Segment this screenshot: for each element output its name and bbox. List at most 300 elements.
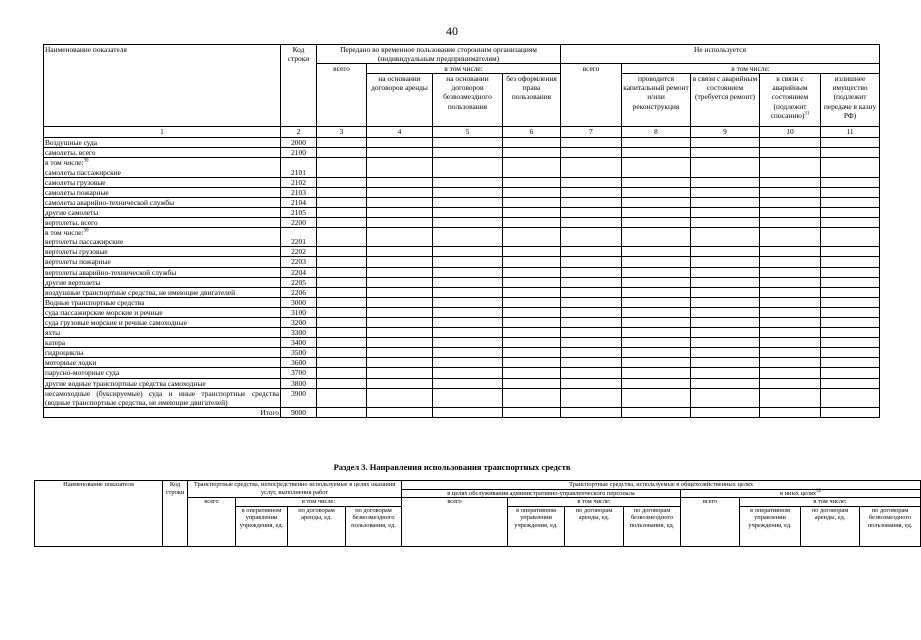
- value-cell[interactable]: [503, 388, 561, 407]
- value-cell[interactable]: [821, 348, 880, 358]
- row-name: парусно-моторные суда: [44, 368, 281, 378]
- s3-header-code: Код строки: [163, 481, 188, 547]
- value-cell[interactable]: [821, 187, 880, 197]
- value-cell[interactable]: [561, 307, 622, 317]
- value-cell[interactable]: [367, 197, 433, 207]
- value-cell[interactable]: [503, 177, 561, 187]
- value-cell[interactable]: [433, 187, 503, 197]
- value-cell[interactable]: [760, 138, 821, 148]
- row-code: 3000: [281, 297, 317, 307]
- header-lease: на основании договоров аренды: [367, 74, 433, 127]
- value-cell[interactable]: [503, 207, 561, 217]
- value-cell[interactable]: [760, 148, 821, 158]
- value-cell[interactable]: [317, 138, 367, 148]
- row-name: самолеты аварийно-технической службы: [44, 197, 281, 207]
- value-cell[interactable]: [760, 257, 821, 267]
- value-cell[interactable]: [317, 328, 367, 338]
- value-cell[interactable]: [503, 317, 561, 327]
- value-cell[interactable]: [367, 317, 433, 327]
- value-cell[interactable]: [622, 148, 691, 158]
- value-cell[interactable]: [561, 348, 622, 358]
- value-cell[interactable]: [691, 368, 760, 378]
- value-cell[interactable]: [760, 187, 821, 197]
- table-row: [44, 407, 880, 417]
- value-cell[interactable]: [367, 158, 433, 177]
- value-cell[interactable]: [317, 218, 367, 228]
- value-cell[interactable]: [367, 277, 433, 287]
- value-cell[interactable]: [760, 348, 821, 358]
- value-cell[interactable]: [503, 407, 561, 417]
- row-name: Итого: [44, 407, 281, 417]
- row-code: 3500: [281, 348, 317, 358]
- value-cell[interactable]: [503, 348, 561, 358]
- value-cell[interactable]: [503, 158, 561, 177]
- value-cell[interactable]: [503, 148, 561, 158]
- value-cell[interactable]: [821, 257, 880, 267]
- value-cell[interactable]: [821, 197, 880, 207]
- value-cell[interactable]: [433, 317, 503, 327]
- value-cell[interactable]: [561, 378, 622, 388]
- value-cell[interactable]: [760, 218, 821, 228]
- value-cell[interactable]: [622, 197, 691, 207]
- value-cell[interactable]: [433, 378, 503, 388]
- value-cell[interactable]: [561, 297, 622, 307]
- row-code: 3100: [281, 307, 317, 317]
- value-cell[interactable]: [821, 138, 880, 148]
- value-cell[interactable]: [622, 257, 691, 267]
- value-cell[interactable]: [760, 358, 821, 368]
- row-code: 2202: [281, 247, 317, 257]
- header-including-transferred: в том числе:: [367, 64, 561, 74]
- value-cell[interactable]: [622, 378, 691, 388]
- value-cell[interactable]: [367, 177, 433, 187]
- value-cell[interactable]: [503, 267, 561, 277]
- value-cell[interactable]: [760, 158, 821, 177]
- value-cell[interactable]: [691, 247, 760, 257]
- value-cell[interactable]: [503, 307, 561, 317]
- value-cell[interactable]: [561, 277, 622, 287]
- value-cell[interactable]: [503, 138, 561, 148]
- table-row: [44, 138, 880, 148]
- value-cell[interactable]: [433, 218, 503, 228]
- value-cell[interactable]: [821, 287, 880, 297]
- value-cell[interactable]: [821, 247, 880, 257]
- row-code: 2103: [281, 187, 317, 197]
- row-name: воздушные транспортные средства, не имеющие двигателей: [44, 287, 281, 297]
- value-cell[interactable]: [317, 257, 367, 267]
- row-name: катера: [44, 338, 281, 348]
- value-cell[interactable]: [561, 388, 622, 407]
- row-name: самолеты, всего: [44, 148, 281, 158]
- value-cell[interactable]: [760, 307, 821, 317]
- value-cell[interactable]: [367, 328, 433, 338]
- value-cell[interactable]: [622, 247, 691, 257]
- value-cell[interactable]: [433, 197, 503, 207]
- value-cell[interactable]: [691, 158, 760, 177]
- value-cell[interactable]: [317, 368, 367, 378]
- value-cell[interactable]: [561, 358, 622, 368]
- value-cell[interactable]: [433, 257, 503, 267]
- value-cell[interactable]: [561, 328, 622, 338]
- value-cell[interactable]: [760, 207, 821, 217]
- value-cell[interactable]: [317, 297, 367, 307]
- value-cell[interactable]: [367, 407, 433, 417]
- value-cell[interactable]: [622, 338, 691, 348]
- row-code: 2205: [281, 277, 317, 287]
- value-cell[interactable]: [691, 378, 760, 388]
- value-cell[interactable]: [367, 257, 433, 267]
- value-cell[interactable]: [760, 388, 821, 407]
- value-cell[interactable]: [760, 297, 821, 307]
- header-transferred: Передано во временное пользование сторонним организациям (индивидуальным предпринимателям): [317, 45, 561, 64]
- value-cell[interactable]: [561, 148, 622, 158]
- column-number: 9: [691, 127, 760, 138]
- value-cell[interactable]: [367, 348, 433, 358]
- value-cell[interactable]: [317, 358, 367, 368]
- value-cell[interactable]: [317, 378, 367, 388]
- value-cell[interactable]: [503, 297, 561, 307]
- vehicle-usage-table: [43, 44, 880, 418]
- value-cell[interactable]: [561, 218, 622, 228]
- value-cell[interactable]: [503, 287, 561, 297]
- value-cell[interactable]: [433, 368, 503, 378]
- value-cell[interactable]: [503, 218, 561, 228]
- value-cell[interactable]: [821, 358, 880, 368]
- value-cell[interactable]: [433, 148, 503, 158]
- table-row: [44, 348, 880, 358]
- value-cell[interactable]: [433, 287, 503, 297]
- value-cell[interactable]: [760, 177, 821, 187]
- value-cell[interactable]: [561, 187, 622, 197]
- value-cell[interactable]: [691, 267, 760, 277]
- s3-header-general-use: Транспортные средства, используемые в общехозяйственных целях: [402, 481, 921, 490]
- value-cell[interactable]: [367, 228, 433, 247]
- value-cell[interactable]: [821, 267, 880, 277]
- value-cell[interactable]: [821, 307, 880, 317]
- value-cell[interactable]: [367, 207, 433, 217]
- row-name: вертолеты аварийно-технической службы: [44, 267, 281, 277]
- s3-header-including-admin: в том числе:: [508, 498, 681, 507]
- row-name: Водные транспортные средства: [44, 297, 281, 307]
- value-cell[interactable]: [821, 177, 880, 187]
- value-cell[interactable]: [691, 177, 760, 187]
- s3-header-direct-use: Транспортные средства, непосредственно используемые в целях оказания услуг, выполнения работ: [188, 481, 402, 498]
- value-cell[interactable]: [622, 177, 691, 187]
- header-total-transferred: всего: [317, 64, 367, 127]
- value-cell[interactable]: [691, 187, 760, 197]
- value-cell[interactable]: [317, 348, 367, 358]
- value-cell[interactable]: [433, 158, 503, 177]
- value-cell[interactable]: [317, 228, 367, 247]
- column-number: 1: [44, 127, 281, 138]
- section3-title: Раздел 3. Направления использования транспортных средств: [333, 462, 571, 472]
- value-cell[interactable]: [622, 218, 691, 228]
- value-cell[interactable]: [433, 348, 503, 358]
- value-cell[interactable]: [433, 297, 503, 307]
- header-not-used: Не используется: [561, 45, 880, 64]
- value-cell[interactable]: [760, 277, 821, 287]
- table-row: [44, 307, 880, 317]
- value-cell[interactable]: [317, 317, 367, 327]
- value-cell[interactable]: [691, 348, 760, 358]
- value-cell[interactable]: [622, 277, 691, 287]
- value-cell[interactable]: [760, 317, 821, 327]
- value-cell[interactable]: [367, 218, 433, 228]
- value-cell[interactable]: [622, 287, 691, 297]
- value-cell[interactable]: [691, 328, 760, 338]
- header-code: Код строки: [281, 45, 317, 127]
- value-cell[interactable]: [622, 267, 691, 277]
- value-cell[interactable]: [760, 407, 821, 417]
- column-number: 10: [760, 127, 821, 138]
- value-cell[interactable]: [433, 328, 503, 338]
- value-cell[interactable]: [691, 228, 760, 247]
- header-total-not-used: всего: [561, 64, 622, 127]
- row-code: 2201: [281, 228, 317, 247]
- value-cell[interactable]: [691, 287, 760, 297]
- row-code: 3700: [281, 368, 317, 378]
- value-cell[interactable]: [317, 177, 367, 187]
- value-cell[interactable]: [691, 197, 760, 207]
- value-cell[interactable]: [503, 328, 561, 338]
- value-cell[interactable]: [367, 358, 433, 368]
- table-row: [44, 358, 880, 368]
- value-cell[interactable]: [691, 388, 760, 407]
- value-cell[interactable]: [433, 338, 503, 348]
- s3-header-name: Наименование показателя: [35, 481, 163, 547]
- value-cell[interactable]: [317, 287, 367, 297]
- value-cell[interactable]: [622, 388, 691, 407]
- value-cell[interactable]: [691, 148, 760, 158]
- value-cell[interactable]: [433, 267, 503, 277]
- value-cell[interactable]: [691, 138, 760, 148]
- value-cell[interactable]: [691, 257, 760, 267]
- value-cell[interactable]: [760, 328, 821, 338]
- s3-header-lease-other: по договорам аренды, ед.: [801, 506, 860, 546]
- s3-header-total-direct: всего: [188, 498, 236, 547]
- value-cell[interactable]: [821, 148, 880, 158]
- column-number: 3: [317, 127, 367, 138]
- row-code: 2105: [281, 207, 317, 217]
- table-row: [44, 218, 880, 228]
- row-code: 2102: [281, 177, 317, 187]
- value-cell[interactable]: [821, 207, 880, 217]
- row-code: 9000: [281, 407, 317, 417]
- value-cell[interactable]: [503, 378, 561, 388]
- value-cell[interactable]: [561, 247, 622, 257]
- value-cell[interactable]: [622, 228, 691, 247]
- value-cell[interactable]: [561, 267, 622, 277]
- value-cell[interactable]: [622, 328, 691, 338]
- s3-header-other-purposes: в иных целях$^{32}$: [681, 489, 921, 498]
- value-cell[interactable]: [367, 307, 433, 317]
- column-number: 11: [821, 127, 880, 138]
- value-cell[interactable]: [433, 207, 503, 217]
- value-cell[interactable]: [367, 247, 433, 257]
- value-cell[interactable]: [367, 388, 433, 407]
- s3-header-operative-admin: в оперативном управлении учреждения, ед.: [508, 506, 565, 546]
- value-cell[interactable]: [622, 358, 691, 368]
- row-name: гидроциклы: [44, 348, 281, 358]
- value-cell[interactable]: [691, 207, 760, 217]
- value-cell[interactable]: [433, 358, 503, 368]
- value-cell[interactable]: [367, 368, 433, 378]
- value-cell[interactable]: [760, 338, 821, 348]
- value-cell[interactable]: [821, 297, 880, 307]
- header-no-rights: без оформления права пользования: [503, 74, 561, 127]
- row-code: 2206: [281, 287, 317, 297]
- value-cell[interactable]: [433, 247, 503, 257]
- value-cell[interactable]: [561, 138, 622, 148]
- row-name: несамоходные (буксируемые) суда и иные транспортные средства (водные транспортные средства, не имеющие двигателей): [45, 388, 279, 407]
- value-cell[interactable]: [760, 228, 821, 247]
- header-repair: проводится капитальный ремонт и/или реконструкция: [622, 74, 691, 127]
- table-row: [44, 297, 880, 307]
- value-cell[interactable]: [760, 378, 821, 388]
- value-cell[interactable]: [622, 348, 691, 358]
- value-cell[interactable]: [503, 338, 561, 348]
- value-cell[interactable]: [622, 297, 691, 307]
- value-cell[interactable]: [367, 138, 433, 148]
- value-cell[interactable]: [367, 187, 433, 197]
- table-row: [44, 338, 880, 348]
- value-cell[interactable]: [367, 267, 433, 277]
- value-cell[interactable]: [561, 338, 622, 348]
- row-name: вертолеты грузовые: [44, 247, 281, 257]
- value-cell[interactable]: [367, 148, 433, 158]
- value-cell[interactable]: [622, 207, 691, 217]
- value-cell[interactable]: [622, 187, 691, 197]
- value-cell[interactable]: [691, 338, 760, 348]
- row-name: другие вертолеты: [44, 277, 281, 287]
- value-cell[interactable]: [503, 197, 561, 207]
- value-cell[interactable]: [821, 388, 880, 407]
- value-cell[interactable]: [433, 407, 503, 417]
- header-including-not-used: в том числе:: [622, 64, 880, 74]
- value-cell[interactable]: [317, 267, 367, 277]
- value-cell[interactable]: [317, 158, 367, 177]
- row-code: 2204: [281, 267, 317, 277]
- value-cell[interactable]: [503, 247, 561, 257]
- row-code: 2104: [281, 197, 317, 207]
- value-cell[interactable]: [367, 287, 433, 297]
- value-cell[interactable]: [367, 338, 433, 348]
- value-cell[interactable]: [317, 338, 367, 348]
- value-cell[interactable]: [433, 138, 503, 148]
- value-cell[interactable]: [821, 338, 880, 348]
- s3-header-free-use-direct: по договорам безвозмездного пользования, ед.: [346, 506, 402, 546]
- value-cell[interactable]: [691, 358, 760, 368]
- row-code: 2101: [281, 158, 317, 177]
- value-cell[interactable]: [503, 277, 561, 287]
- value-cell[interactable]: [821, 378, 880, 388]
- value-cell[interactable]: [622, 138, 691, 148]
- table-row: [44, 228, 880, 247]
- value-cell[interactable]: [760, 247, 821, 257]
- row-name: вертолеты пожарные: [44, 257, 281, 267]
- value-cell[interactable]: [433, 228, 503, 247]
- value-cell[interactable]: [561, 257, 622, 267]
- value-cell[interactable]: [691, 407, 760, 417]
- value-cell[interactable]: [821, 277, 880, 287]
- s3-header-lease-direct: по договорам аренды, ед.: [288, 506, 346, 546]
- table-row: [44, 328, 880, 338]
- value-cell[interactable]: [760, 197, 821, 207]
- value-cell[interactable]: [622, 368, 691, 378]
- column-number: 2: [281, 127, 317, 138]
- value-cell[interactable]: [317, 148, 367, 158]
- header-emergency: в связи с аварийным состоянием (требуется ремонт): [691, 74, 760, 127]
- value-cell[interactable]: [433, 388, 503, 407]
- value-cell[interactable]: [821, 218, 880, 228]
- value-cell[interactable]: [691, 317, 760, 327]
- value-cell[interactable]: [561, 197, 622, 207]
- value-cell[interactable]: [503, 358, 561, 368]
- value-cell[interactable]: [561, 368, 622, 378]
- value-cell[interactable]: [561, 207, 622, 217]
- value-cell[interactable]: [622, 407, 691, 417]
- value-cell[interactable]: [433, 307, 503, 317]
- value-cell[interactable]: [760, 267, 821, 277]
- value-cell[interactable]: [821, 158, 880, 177]
- value-cell[interactable]: [503, 228, 561, 247]
- value-cell[interactable]: [821, 328, 880, 338]
- value-cell[interactable]: [317, 247, 367, 257]
- row-name: в том числе:$^{30}$ самолеты пассажирские: [44, 158, 281, 177]
- value-cell[interactable]: [317, 187, 367, 197]
- value-cell[interactable]: [317, 277, 367, 287]
- value-cell[interactable]: [367, 378, 433, 388]
- s3-header-lease-admin: по договорам аренды, ед.: [565, 506, 624, 546]
- row-name: суда грузовые морские и речные самоходные: [44, 317, 281, 327]
- row-code: 2000: [281, 138, 317, 148]
- value-cell[interactable]: [367, 297, 433, 307]
- value-cell[interactable]: [821, 228, 880, 247]
- table-row: [44, 317, 880, 327]
- table-row: [44, 148, 880, 158]
- value-cell[interactable]: [821, 317, 880, 327]
- value-cell[interactable]: [622, 307, 691, 317]
- value-cell[interactable]: [503, 257, 561, 267]
- value-cell[interactable]: [760, 368, 821, 378]
- value-cell[interactable]: [561, 287, 622, 297]
- value-cell[interactable]: [317, 407, 367, 417]
- value-cell[interactable]: [317, 307, 367, 317]
- value-cell[interactable]: [561, 317, 622, 327]
- value-cell[interactable]: [691, 277, 760, 287]
- value-cell[interactable]: [317, 388, 367, 407]
- value-cell[interactable]: [760, 287, 821, 297]
- value-cell[interactable]: [561, 228, 622, 247]
- value-cell[interactable]: [433, 177, 503, 187]
- value-cell[interactable]: [317, 207, 367, 217]
- value-cell[interactable]: [561, 407, 622, 417]
- value-cell[interactable]: [691, 297, 760, 307]
- row-code: 3200: [281, 317, 317, 327]
- value-cell[interactable]: [821, 368, 880, 378]
- value-cell[interactable]: [622, 317, 691, 327]
- value-cell[interactable]: [433, 277, 503, 287]
- value-cell[interactable]: [503, 187, 561, 197]
- value-cell[interactable]: [821, 407, 880, 417]
- value-cell[interactable]: [317, 197, 367, 207]
- value-cell[interactable]: [503, 368, 561, 378]
- value-cell[interactable]: [622, 158, 691, 177]
- value-cell[interactable]: [691, 218, 760, 228]
- value-cell[interactable]: [691, 307, 760, 317]
- value-cell[interactable]: [561, 158, 622, 177]
- value-cell[interactable]: [561, 177, 622, 187]
